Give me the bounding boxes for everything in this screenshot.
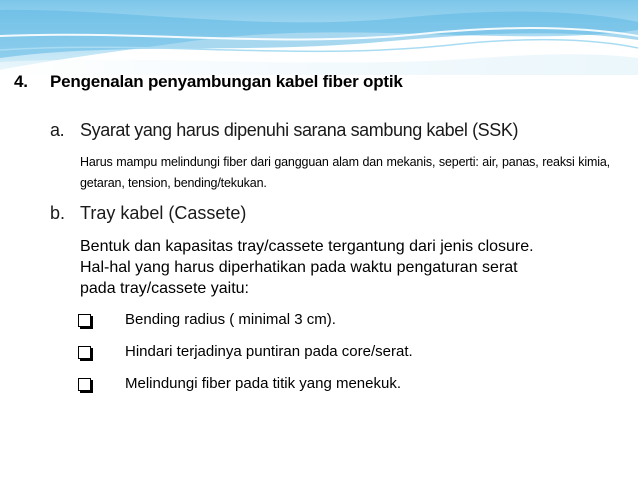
subsection-b-title — [50, 203, 246, 224]
list-item-text: Melindungi fiber pada titik yang menekuk. — [125, 375, 401, 392]
list-item — [78, 343, 413, 360]
subsection-a-letter: a. — [50, 120, 65, 140]
subsection-b-letter: b. — [50, 203, 66, 223]
list-item-text: Hindari terjadinya puntiran pada core/serat. — [125, 343, 413, 360]
checkbox-bullet-icon — [78, 314, 91, 327]
list-item-text: Bending radius ( minimal 3 cm). — [125, 311, 336, 328]
subsection-b-text: Tray kabel (Cassete) — [80, 203, 247, 223]
checkbox-bullet-icon — [78, 346, 91, 359]
list-item — [78, 311, 336, 328]
subsection-b-body — [80, 236, 610, 299]
heading-number: 4. — [14, 72, 28, 91]
header-banner — [0, 0, 638, 75]
section-heading — [14, 72, 403, 92]
body-line: Bentuk dan kapasitas tray/cassete tergantung dari jenis closure. — [80, 238, 534, 255]
body-line: pada tray/cassete yaitu: — [80, 280, 249, 297]
subsection-a-text: Syarat yang harus dipenuhi sarana sambung kabel (SSK) — [80, 120, 519, 140]
heading-text: Pengenalan penyambungan kabel fiber optik — [50, 72, 403, 91]
list-item — [78, 375, 401, 392]
body-line: Hal-hal yang harus diperhatikan pada waktu pengaturan serat — [80, 259, 518, 276]
subsection-a-title — [50, 120, 518, 141]
subsection-a-body: Harus mampu melindungi fiber dari gangguan alam dan mekanis, seperti: air, panas, reaksi kimia, getaran, tension, bending/tekukan. — [80, 155, 610, 190]
checkbox-bullet-icon — [78, 378, 91, 391]
